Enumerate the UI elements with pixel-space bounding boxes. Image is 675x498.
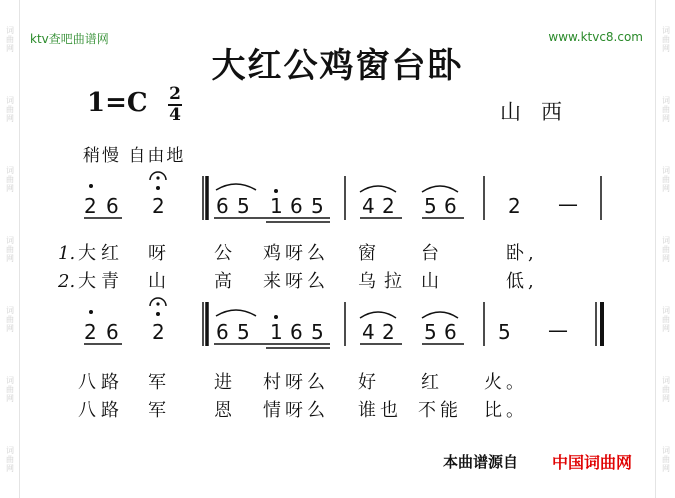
note: 5 (424, 320, 437, 344)
strip-text: 词曲网 (661, 235, 671, 263)
strip-text: 词曲网 (661, 305, 671, 333)
tempo-marking: 稍慢 自由地 (83, 146, 186, 166)
note: 5 (498, 320, 511, 344)
lyric: , (528, 243, 534, 264)
lyric: 好 (358, 372, 376, 393)
lyric: 。 (506, 400, 524, 421)
note: 6 (106, 320, 119, 344)
lyric: 谁 (358, 400, 376, 421)
lyric: 拉 (384, 271, 402, 292)
score-line-2 (84, 298, 602, 348)
score-line-1 (84, 172, 601, 222)
lyric: 么 (307, 400, 325, 421)
dash: — (548, 318, 568, 342)
lyric: 能 (440, 400, 458, 421)
note: 4 (362, 194, 375, 218)
fermata-dot (156, 302, 159, 305)
lyric: 进 (214, 372, 232, 393)
note: 2 (382, 194, 395, 218)
note: 5 (237, 194, 250, 218)
lyric: 大 (78, 243, 96, 264)
high-dot (156, 312, 160, 316)
strip-text: 词曲网 (5, 235, 15, 263)
lyric: 来 (263, 271, 281, 292)
lyric: 鸡 (263, 243, 281, 264)
note: 5 (424, 194, 437, 218)
lyric: 么 (307, 243, 325, 264)
note: 6 (106, 194, 119, 218)
strip-text: 词曲网 (5, 25, 15, 53)
lyric: 村 (263, 372, 281, 393)
strip-text: 词曲网 (661, 95, 671, 123)
note: 2 (84, 194, 97, 218)
meter-bottom: 4 (169, 105, 181, 125)
slur (216, 310, 256, 316)
lyric: 呀 (285, 271, 303, 292)
high-dot (89, 310, 93, 314)
note: 2 (152, 320, 165, 344)
verse-number: 1. (58, 243, 76, 264)
lyric: 恩 (214, 400, 232, 421)
lyric: 山 (421, 271, 439, 292)
source-label: 本曲谱源自 (443, 453, 519, 471)
note: 1 (270, 194, 283, 218)
strip-text: 词曲网 (5, 305, 15, 333)
high-dot (156, 186, 160, 190)
lyric: 台 (421, 243, 439, 264)
lyric: 也 (380, 400, 398, 421)
note: 6 (290, 320, 303, 344)
high-dot (274, 189, 278, 193)
lyric: 八 (78, 400, 96, 421)
note: 2 (84, 320, 97, 344)
song-title: 大红公鸡窗台卧 (211, 46, 464, 86)
meter-top: 2 (169, 84, 181, 104)
slur (360, 186, 396, 192)
lyric: 军 (148, 400, 166, 421)
lyric: 情 (263, 400, 281, 421)
note: 6 (216, 194, 229, 218)
lyric: 呀 (285, 400, 303, 421)
key-signature: 1=C (87, 88, 148, 118)
lyric: 大 (78, 271, 96, 292)
lyric: , (528, 271, 534, 292)
note: 2 (152, 194, 165, 218)
lyric: 低 (506, 271, 524, 292)
dash: — (558, 192, 578, 216)
lyric: 么 (307, 372, 325, 393)
lyrics-line-1 (57, 242, 534, 292)
lyric: 卧 (506, 243, 524, 264)
lyrics-line-2 (78, 372, 524, 421)
song-region: 山西 (500, 100, 582, 124)
note: 1 (270, 320, 283, 344)
lyric: 高 (214, 271, 232, 292)
note: 5 (237, 320, 250, 344)
note: 6 (444, 320, 457, 344)
note: 6 (216, 320, 229, 344)
strip-text: 词曲网 (661, 375, 671, 403)
note: 2 (508, 194, 521, 218)
strip-text: 词曲网 (5, 95, 15, 123)
lyric: 。 (506, 372, 524, 393)
lyric: 红 (101, 243, 119, 264)
note: 2 (382, 320, 395, 344)
lyric: 青 (101, 271, 119, 292)
slur (360, 312, 396, 318)
high-dot (274, 315, 278, 319)
strip-text: 词曲网 (661, 25, 671, 53)
lyric: 窗 (358, 243, 376, 264)
slur (422, 186, 458, 192)
note: 4 (362, 320, 375, 344)
lyric: 红 (421, 372, 439, 393)
lyric: 山 (148, 271, 166, 292)
source-brand-link[interactable]: 中国词曲网 (552, 453, 633, 472)
strip-text: 词曲网 (5, 165, 15, 193)
lyric: 不 (418, 400, 436, 421)
lyric: 呀 (148, 243, 166, 264)
slur (216, 184, 256, 190)
lyric: 么 (307, 271, 325, 292)
lyric: 呀 (285, 372, 303, 393)
note: 5 (311, 194, 324, 218)
right-site-watermark: www.ktvc8.com (548, 30, 643, 44)
fermata-dot (156, 176, 159, 179)
left-site-watermark: ktv查吧曲谱网 (30, 32, 109, 46)
strip-text: 词曲网 (5, 445, 15, 473)
strip-text: 词曲网 (5, 375, 15, 403)
lyric: 军 (148, 372, 166, 393)
lyric: 呀 (285, 243, 303, 264)
lyric: 比 (484, 400, 502, 421)
note: 6 (290, 194, 303, 218)
note: 6 (444, 194, 457, 218)
lyric: 火 (484, 372, 502, 393)
strip-text: 词曲网 (661, 445, 671, 473)
lyric: 公 (214, 243, 232, 264)
lyric: 八 (78, 372, 96, 393)
strip-text: 词曲网 (661, 165, 671, 193)
high-dot (89, 184, 93, 188)
note: 5 (311, 320, 324, 344)
lyric: 乌 (358, 271, 376, 292)
lyric: 路 (101, 372, 119, 393)
lyric: 路 (101, 400, 119, 421)
slur (422, 312, 458, 318)
verse-number: 2. (58, 271, 76, 292)
